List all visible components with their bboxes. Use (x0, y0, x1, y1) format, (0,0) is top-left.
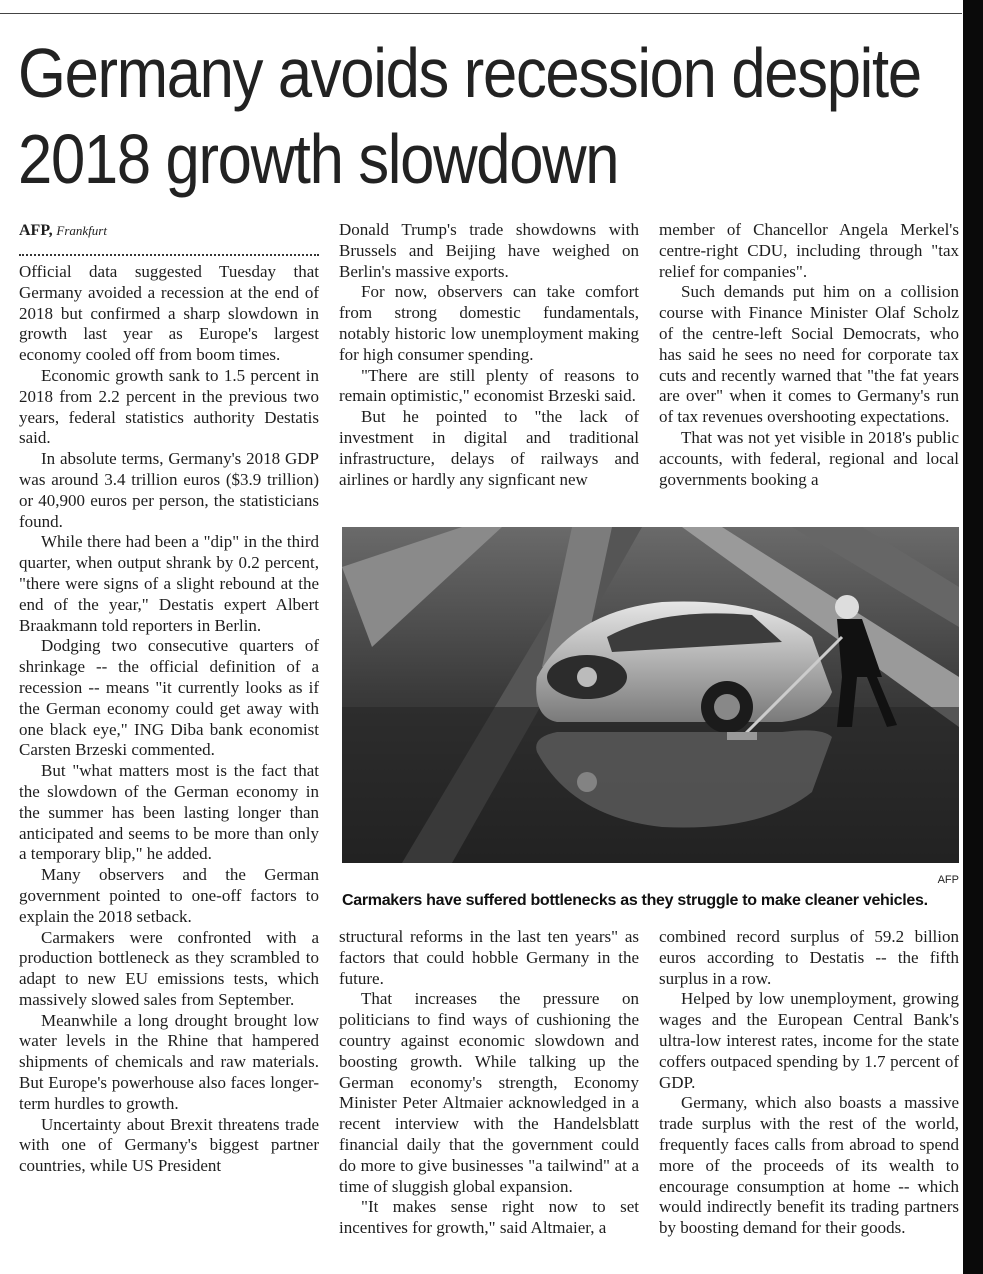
paragraph: For now, observers can take comfort from strong domestic fundamentals, notably historic low unemployment making for high consumer spending. (339, 282, 639, 364)
byline (19, 222, 319, 240)
paragraph: But he pointed to "the lack of investment in digital and traditional infrastructure, delays of railways and airlines or hardly any signficant new (339, 407, 639, 489)
paragraph: Meanwhile a long drought brought low water levels in the Rhine that hampered shipments of chemicals and raw materials. But Europe's powerhouse also faces longer-term hurdles to growth. (19, 1010, 319, 1113)
article-photo (342, 527, 959, 863)
paragraph: Dodging two consecutive quarters of shrinkage -- the official definition of a recession -- means "it currently looks as if the German economy could get away with one black eye," ING Diba bank economist Carsten Brzeski commented. (19, 636, 319, 760)
paragraph: While there had been a "dip" in the third quarter, when output shrank by 0.2 percent, "there were signs of a slight rebound at the end of the year," Destatis expert Albert Braakmann told reporters in Berlin. (19, 532, 319, 635)
photo-credit: AFP (937, 874, 959, 886)
article-column-3-bottom (659, 927, 959, 1239)
paragraph: Carmakers were confronted with a production bottleneck as they scrambled to adapt to new EU emissions tests, which massively slowed sales from September. (19, 927, 319, 1009)
photo-caption: Carmakers have suffered bottlenecks as they struggle to make cleaner vehicles. (342, 892, 928, 909)
paragraph: Such demands put him on a collision course with Finance Minister Olaf Scholz of the centre-left Social Democrats, who has said he sees no need for corporate tax cuts and recently warned that "the fat years are over" when it comes to Germany's run of tax revenues overshooting expectations. (659, 282, 959, 427)
paragraph: "There are still plenty of reasons to remain optimistic," economist Brzeski said. (339, 365, 639, 406)
article-column-2-bottom (339, 927, 639, 1239)
paragraph: "It makes sense right now to set incentives for growth," said Altmaier, a (339, 1197, 639, 1238)
paragraph: Uncertainty about Brexit threatens trade with one of Germany's biggest partner countries, while US President (19, 1114, 319, 1176)
paragraph: That increases the pressure on politicians to find ways of cushioning the country against economic slowdown and boosting growth. While talking up the German economy's strength, Economy Minister Peter Altmaier acknowledged in a recent interview with the Handelsblatt financial daily that the government could do more to give businesses "a tailwind" at a time of sluggish global expansion. (339, 989, 639, 1196)
paragraph: Many observers and the German government pointed to one-off factors to explain the 2018 setback. (19, 865, 319, 926)
paragraph: Economic growth sank to 1.5 percent in 2018 from 2.2 percent in the previous two years, federal statistics authority Destatis said. (19, 365, 319, 448)
article-column-1 (19, 262, 319, 1177)
top-rule (0, 13, 962, 14)
paragraph: That was not yet visible in 2018's public accounts, with federal, regional and local governments booking a (659, 427, 959, 489)
paragraph: Donald Trump's trade showdowns with Brussels and Beijing have weighed on Berlin's massive exports. (339, 220, 639, 281)
byline-agency: AFP, (19, 222, 53, 239)
page-edge-bar (963, 0, 983, 1274)
dotted-divider (19, 254, 319, 256)
paragraph: member of Chancellor Angela Merkel's centre-right CDU, including through "tax relief for companies". (659, 220, 959, 281)
car-photo-icon (342, 527, 959, 863)
article-column-3-top (659, 220, 959, 490)
paragraph: Germany, which also boasts a massive trade surplus with the rest of the world, frequently faces calls from abroad to spend more of the proceeds of its wealth to encourage consumption at home -- which would indirectly benefit its trading partners by boosting demand for their goods. (659, 1093, 959, 1238)
paragraph: Official data suggested Tuesday that Germany avoided a recession at the end of 2018 but confirmed a sharp slowdown in growth last year as Europe's largest economy cooled off from boom times. (19, 262, 319, 365)
paragraph: combined record surplus of 59.2 billion euros according to Destatis -- the fifth surplus in a row. (659, 927, 959, 988)
paragraph: In absolute terms, Germany's 2018 GDP was around 3.4 trillion euros ($3.9 trillion) or 40,900 euros per person, the statisticians found. (19, 449, 319, 531)
paragraph: But "what matters most is the fact that the slowdown of the German economy in the summer has been lasting longer than anticipated and seems to be more than only a temporary blip," he added. (19, 761, 319, 864)
byline-dateline: Frankfurt (56, 223, 107, 238)
headline (18, 30, 921, 202)
headline-line-1: Germany avoids recession despite (18, 34, 921, 112)
paragraph: Helped by low unemployment, growing wages and the European Central Bank's ultra-low interest rates, income for the state coffers outpaced spending by 1.7 percent of GDP. (659, 989, 959, 1092)
headline-line-2: 2018 growth slowdown (18, 120, 619, 198)
article-column-2-top (339, 220, 639, 490)
paragraph: structural reforms in the last ten years" as factors that could hobble Germany in the future. (339, 927, 639, 988)
